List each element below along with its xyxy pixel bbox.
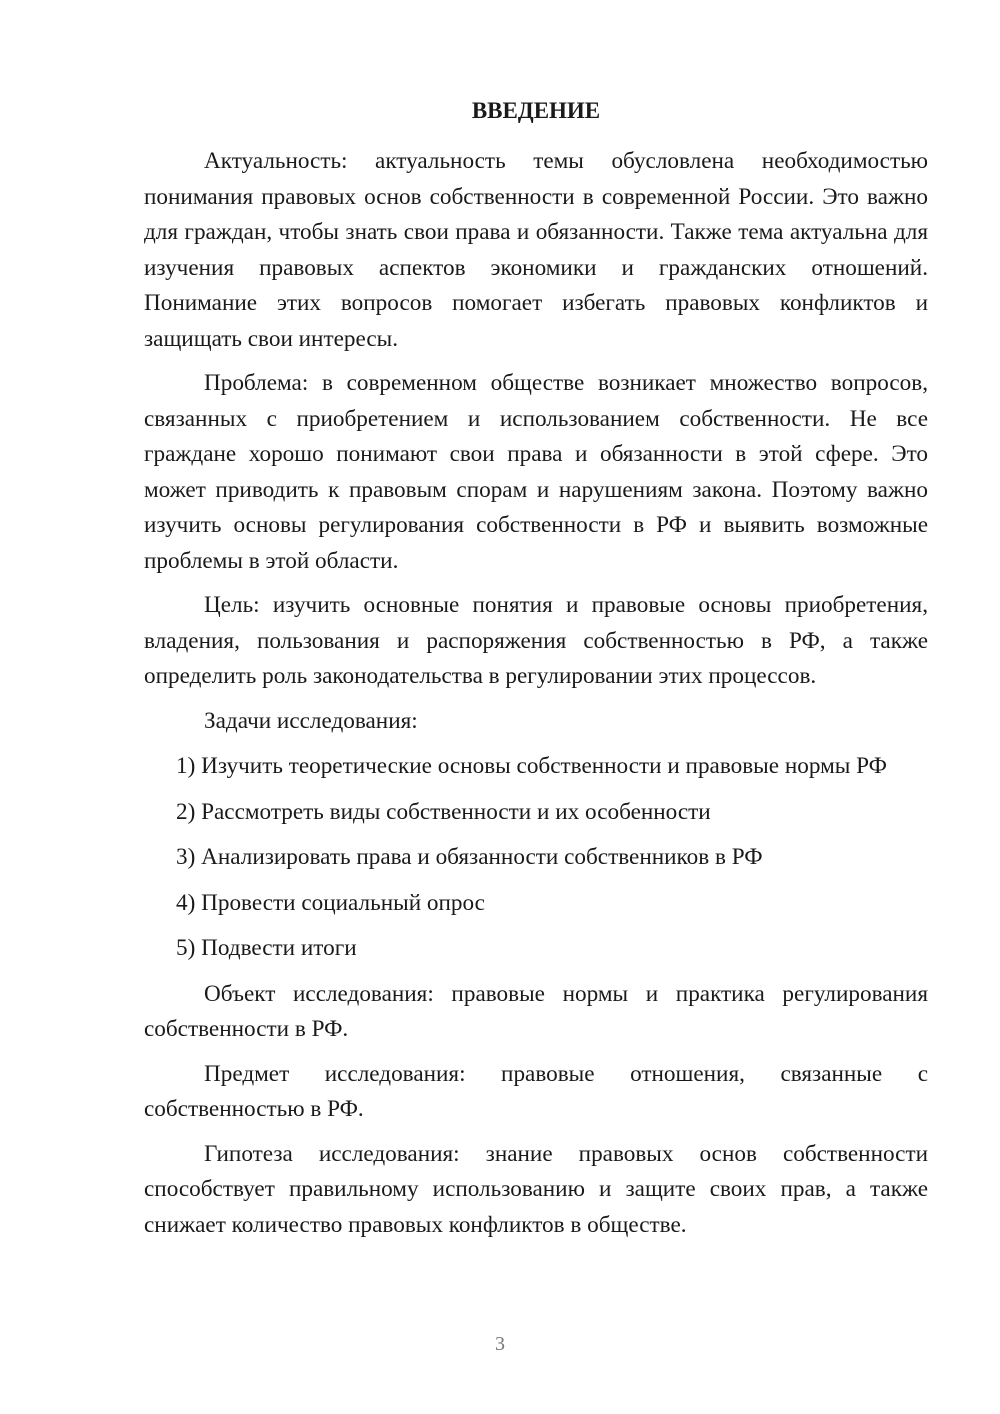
hypothesis-paragraph: Гипотеза исследования: знание правовых основ собственности способствует правильному использованию и защите своих прав, а также снижает количество правовых конфликтов в обществе.: [144, 1140, 928, 1238]
tasks-list: [144, 749, 928, 967]
document-body: [144, 94, 928, 1252]
list-item: 3) Анализировать права и обязанности собственников в РФ: [176, 844, 763, 870]
page-number: 3: [495, 1333, 505, 1355]
relevance-paragraph: Актуальность: актуальность темы обусловлена необходимостью понимания правовых основ собственности в современной России. Это важно для граждан, чтобы знать свои права и обязанности. Также тема актуальна для изучения правовых аспектов экономики и гражданских отношений. Понимание этих вопросов помогает избегать правовых конфликтов и защищать свои интересы.: [144, 148, 928, 352]
problem-paragraph: Проблема: в современном обществе возникает множество вопросов, связанных с приобретением и использованием собственности. Не все граждане хорошо понимают свои права и обязанности в этой сфере. Это может приводить к правовым спорам и нарушениям закона. Поэтому важно изучить основы регулирования собственности в РФ и выявить возможные проблемы в этой области.: [144, 370, 928, 574]
page-title: ВВЕДЕНИЕ: [471, 98, 601, 123]
list-item: 1) Изучить теоретические основы собственности и правовые нормы РФ: [176, 753, 887, 779]
list-item: 5) Подвести итоги: [176, 935, 357, 961]
object-paragraph: Объект исследования: правовые нормы и практика регулирования собственности в РФ.: [144, 980, 928, 1042]
goal-paragraph: Цель: изучить основные понятия и правовые основы приобретения, владения, пользования и распоряжения собственностью в РФ, а также определить роль законодательства в регулировании этих процессов.: [144, 592, 928, 689]
subject-paragraph: Предмет исследования: правовые отношения, связанные с собственностью в РФ.: [144, 1060, 928, 1122]
list-item: 2) Рассмотреть виды собственности и их особенности: [176, 798, 711, 825]
list-item: 4) Провести социальный опрос: [176, 889, 485, 916]
tasks-title: Задачи исследования:: [204, 707, 418, 734]
